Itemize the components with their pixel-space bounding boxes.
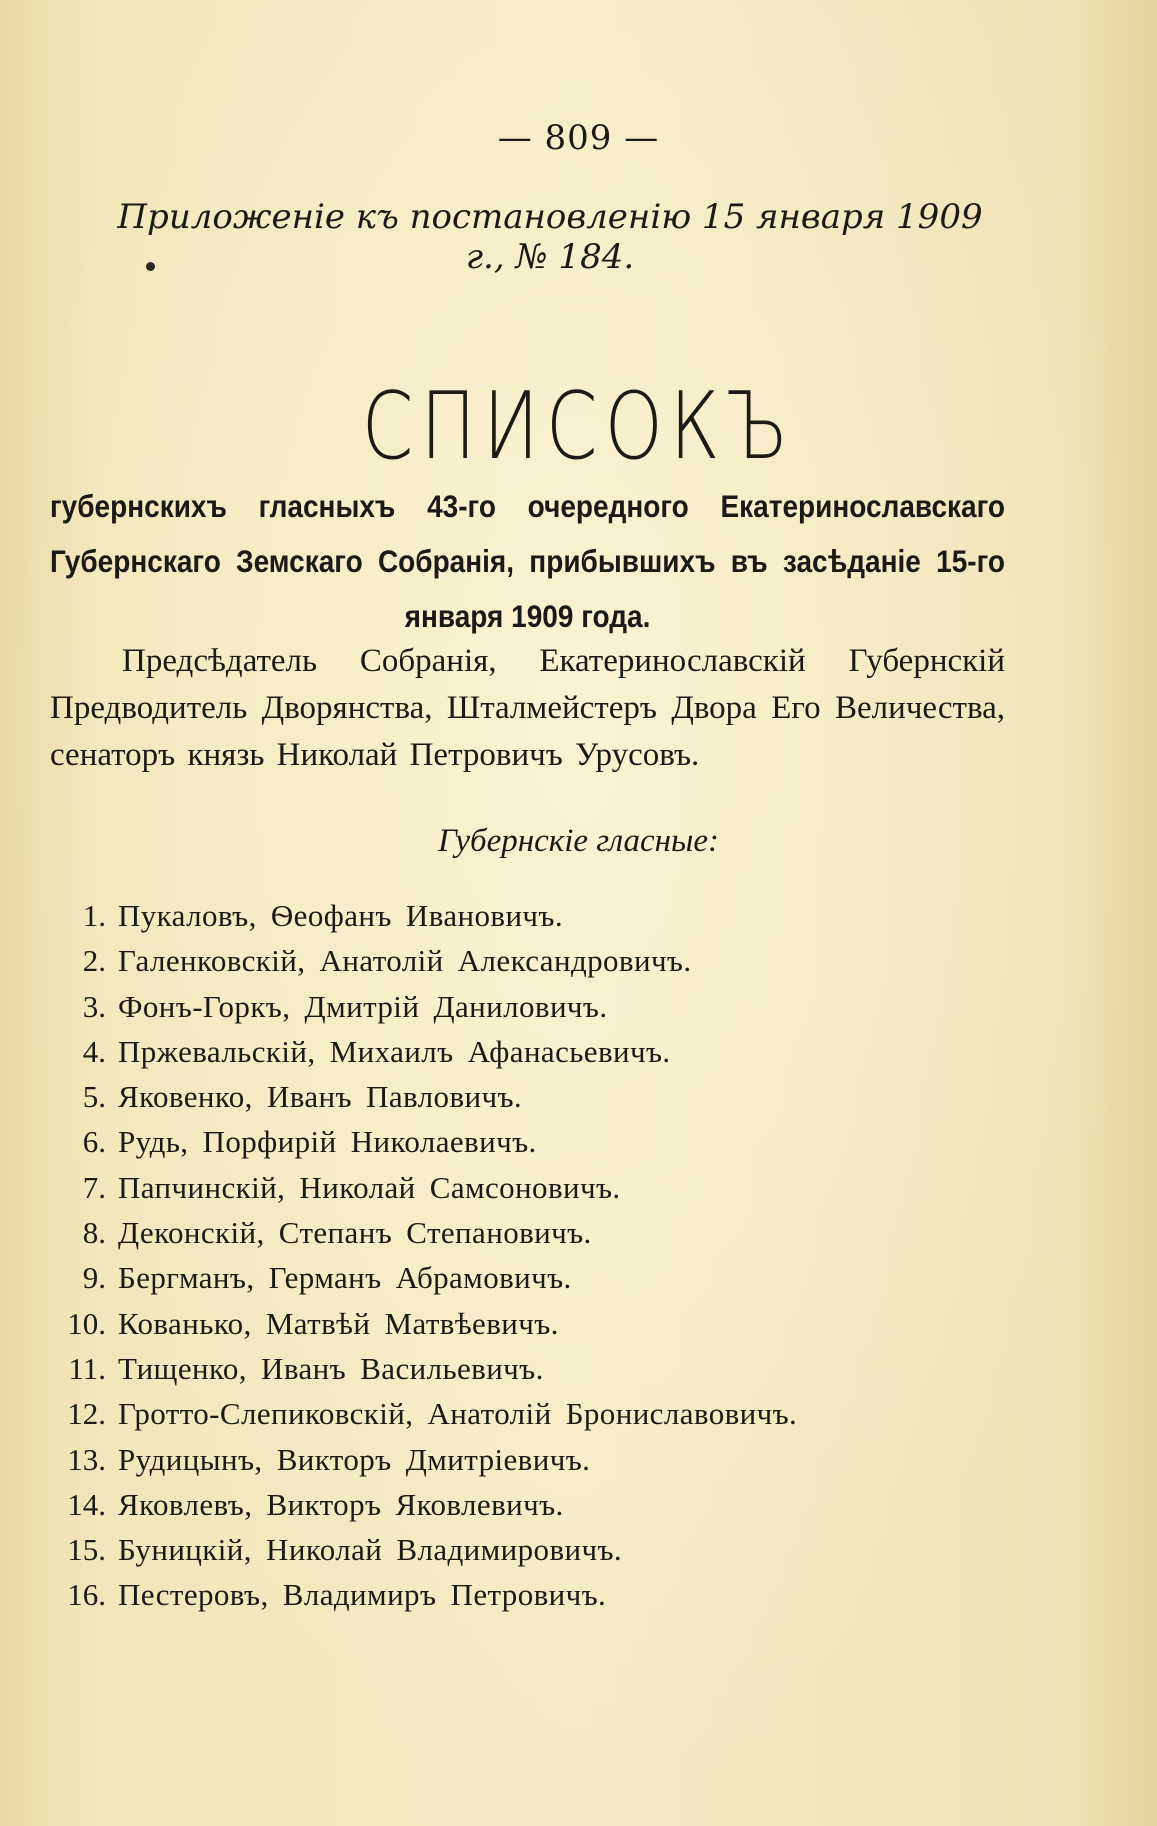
- member-name: Рудицынъ, Викторъ Дмитріевичъ.: [118, 1441, 591, 1477]
- member-name: Яковенко, Иванъ Павловичъ.: [118, 1079, 523, 1115]
- member-name: Пестеровъ, Владимиръ Петровичъ.: [118, 1577, 607, 1613]
- member-number: 15.: [67, 1532, 106, 1568]
- member-name: Пржевальскій, Михаилъ Афанасьевичъ.: [118, 1033, 671, 1069]
- member-number: 16.: [67, 1577, 106, 1613]
- list-item: [50, 1527, 950, 1572]
- member-name: Буницкій, Николай Владимировичъ.: [118, 1532, 623, 1568]
- list-item: [50, 1482, 950, 1527]
- document-subtitle: губернскихъ гласныхъ 43-го очередного Екатеринославскаго Губернскаго Земскаго Собранія, прибывшихъ въ засѣданіе 15-го января 1909 года.: [50, 489, 1005, 634]
- list-item: [50, 1255, 950, 1300]
- section-heading: Губернскіе гласные:: [438, 823, 719, 859]
- appendix-line: Приложеніе къ постановленію 15 января 1909 г., № 184.: [117, 197, 983, 277]
- list-item: [50, 1029, 950, 1074]
- member-number: 3.: [82, 988, 106, 1024]
- document-title: СПИСОКЪ: [361, 373, 796, 481]
- member-name: Яковлевъ, Викторъ Яковлевичъ.: [118, 1486, 564, 1522]
- member-number: 8.: [82, 1215, 106, 1251]
- member-name: Пукаловъ, Ѳеофанъ Ивановичъ.: [118, 898, 563, 933]
- member-number: 4.: [82, 1033, 106, 1069]
- member-name: Гротто-Слепиковскій, Анатолій Брониславовичъ.: [118, 1396, 798, 1432]
- chairman-paragraph: Предсѣдатель Собранія, Екатеринославскій Губернскій Предводитель Дворянства, Шталмейстеръ Двора Его Величества, сенаторъ князь Николай Петровичъ Урусовъ.: [50, 643, 1005, 773]
- list-item: [50, 984, 950, 1029]
- member-name: Кованько, Матвѣй Матвѣевичъ.: [118, 1305, 559, 1341]
- list-item: [50, 1572, 950, 1617]
- list-item: [50, 893, 950, 938]
- members-list: [50, 893, 950, 1618]
- member-number: 9.: [82, 1260, 106, 1296]
- ink-dot: [146, 262, 155, 271]
- member-number: 5.: [82, 1079, 106, 1115]
- member-number: 6.: [82, 1124, 106, 1160]
- member-number: 10.: [67, 1305, 106, 1341]
- member-name: Фонъ-Горкъ, Дмитрій Даниловичъ.: [118, 988, 608, 1024]
- list-item: [50, 1437, 950, 1482]
- list-item: [50, 1074, 950, 1119]
- member-name: Тищенко, Иванъ Васильевичъ.: [118, 1350, 544, 1386]
- list-item: [50, 1165, 950, 1210]
- list-item: [50, 1119, 950, 1164]
- list-item: [50, 1391, 950, 1436]
- member-number: 11.: [68, 1350, 106, 1386]
- page-number: — 809 —: [497, 118, 660, 158]
- member-number: 2.: [82, 943, 106, 979]
- member-number: 12.: [67, 1396, 106, 1432]
- list-item: [50, 1346, 950, 1391]
- list-item: [50, 938, 950, 983]
- member-name: Галенковскій, Анатолій Александровичъ.: [118, 943, 692, 979]
- member-name: Папчинскій, Николай Самсоновичъ.: [118, 1169, 621, 1205]
- member-name: Рудь, Порфирій Николаевичъ.: [118, 1124, 537, 1160]
- member-number: 7.: [82, 1169, 106, 1205]
- list-item: [50, 1301, 950, 1346]
- list-item: [50, 1210, 950, 1255]
- member-name: Деконскій, Степанъ Степановичъ.: [118, 1215, 592, 1251]
- member-number: 14.: [67, 1486, 106, 1522]
- member-number: 1.: [82, 898, 106, 933]
- member-number: 13.: [67, 1441, 106, 1477]
- member-name: Бергманъ, Германъ Абрамовичъ.: [118, 1260, 572, 1296]
